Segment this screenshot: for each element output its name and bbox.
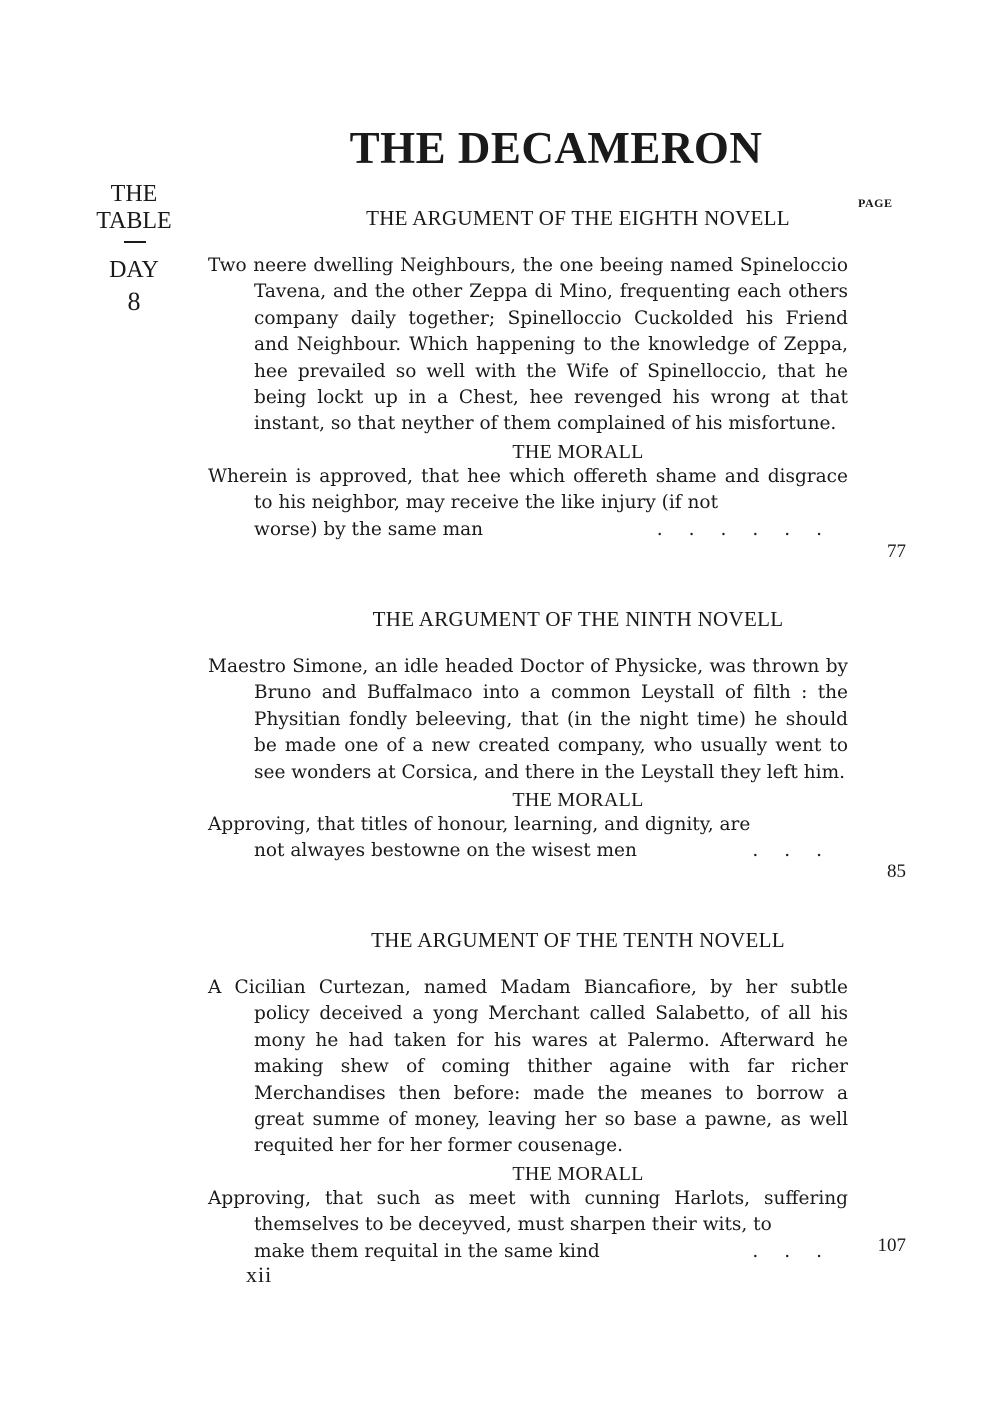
moral-last-line	[208, 838, 848, 864]
section-heading: THE ARGUMENT OF THE TENTH NOVELL	[371, 928, 785, 952]
page-number-107: 107	[877, 1235, 906, 1256]
folio-number: xii	[246, 1262, 273, 1287]
dot-leader: ......	[656, 518, 848, 540]
moral-last-text: not alwayes bestowne on the wisest men	[254, 840, 637, 862]
page-column-header: PAGE	[858, 196, 893, 210]
section-ninth-novell	[208, 607, 848, 865]
argument-text: A Cicilian Curtezan, named Madam Biancafiore, by her subtle policy deceived a yong Merchant called Salabetto, of all his mony he had taken for his wares at Palermo. Afterward he making shew of coming thither againe with far richer Merchandises then before: made the meanes to borrow a great summe of money, leaving her so base a pawne, as well requited her for her former cousenage.	[208, 977, 848, 1157]
section-heading: THE ARGUMENT OF THE EIGHTH NOVELL	[366, 206, 790, 230]
margin-divider	[124, 241, 146, 243]
page-title: THE DECAMERON	[349, 123, 763, 173]
section-eighth-novell	[208, 206, 848, 543]
moral-heading: THE MORALL	[512, 789, 644, 812]
dot-leader: ...	[752, 840, 848, 862]
argument-text: Maestro Simone, an idle headed Doctor of Physicke, was thrown by Bruno and Buffalmaco into a common Leystall of filth : the Physitian fondly beleeving, that (in the night time) he should be made one of a new created company, who usually went to see wonders at Corsica, and there in the Leystall they left him.	[208, 656, 848, 783]
moral-text: Wherein is approved, that hee which offereth shame and disgrace to his neighbor, may receive the like injury (if not	[208, 465, 848, 514]
moral-last-line	[208, 517, 848, 543]
section-heading: THE ARGUMENT OF THE NINTH NOVELL	[372, 607, 784, 631]
moral-text: Approving, that such as meet with cunning Harlots, suffering themselves to be deceyved, must sharpen their wits, to	[208, 1187, 848, 1236]
page-number-77: 77	[887, 541, 906, 562]
margin-label-table: TABLE	[96, 208, 172, 234]
section-tenth-novell	[208, 928, 848, 1265]
moral-last-text: worse) by the same man	[254, 518, 484, 540]
margin-label-day: DAY	[109, 257, 159, 283]
moral-last-line	[208, 1239, 848, 1265]
page-number-85: 85	[887, 861, 906, 882]
moral-last-text: make them requital in the same kind	[254, 1240, 600, 1262]
dot-leader: ...	[752, 1240, 848, 1262]
moral-text: Approving, that titles of honour, learning, and dignity, are	[208, 814, 751, 836]
moral-heading: THE MORALL	[512, 1162, 644, 1185]
margin-label-the: THE	[110, 181, 158, 207]
argument-text: Two neere dwelling Neighbours, the one beeing named Spineloccio Tavena, and the other Zeppa di Mino, frequenting each others company daily together; Spinelloccio Cuckolded his Friend and Neighbour. Which happening to the knowledge of Zeppa, hee prevailed so well with the Wife of Spinelloccio, that he being lockt up in a Chest, hee revenged his wrong at that instant, so that neyther of them complained of his misfortune.	[208, 255, 848, 435]
moral-heading: THE MORALL	[512, 440, 644, 463]
margin-day-number: 8	[127, 287, 141, 316]
